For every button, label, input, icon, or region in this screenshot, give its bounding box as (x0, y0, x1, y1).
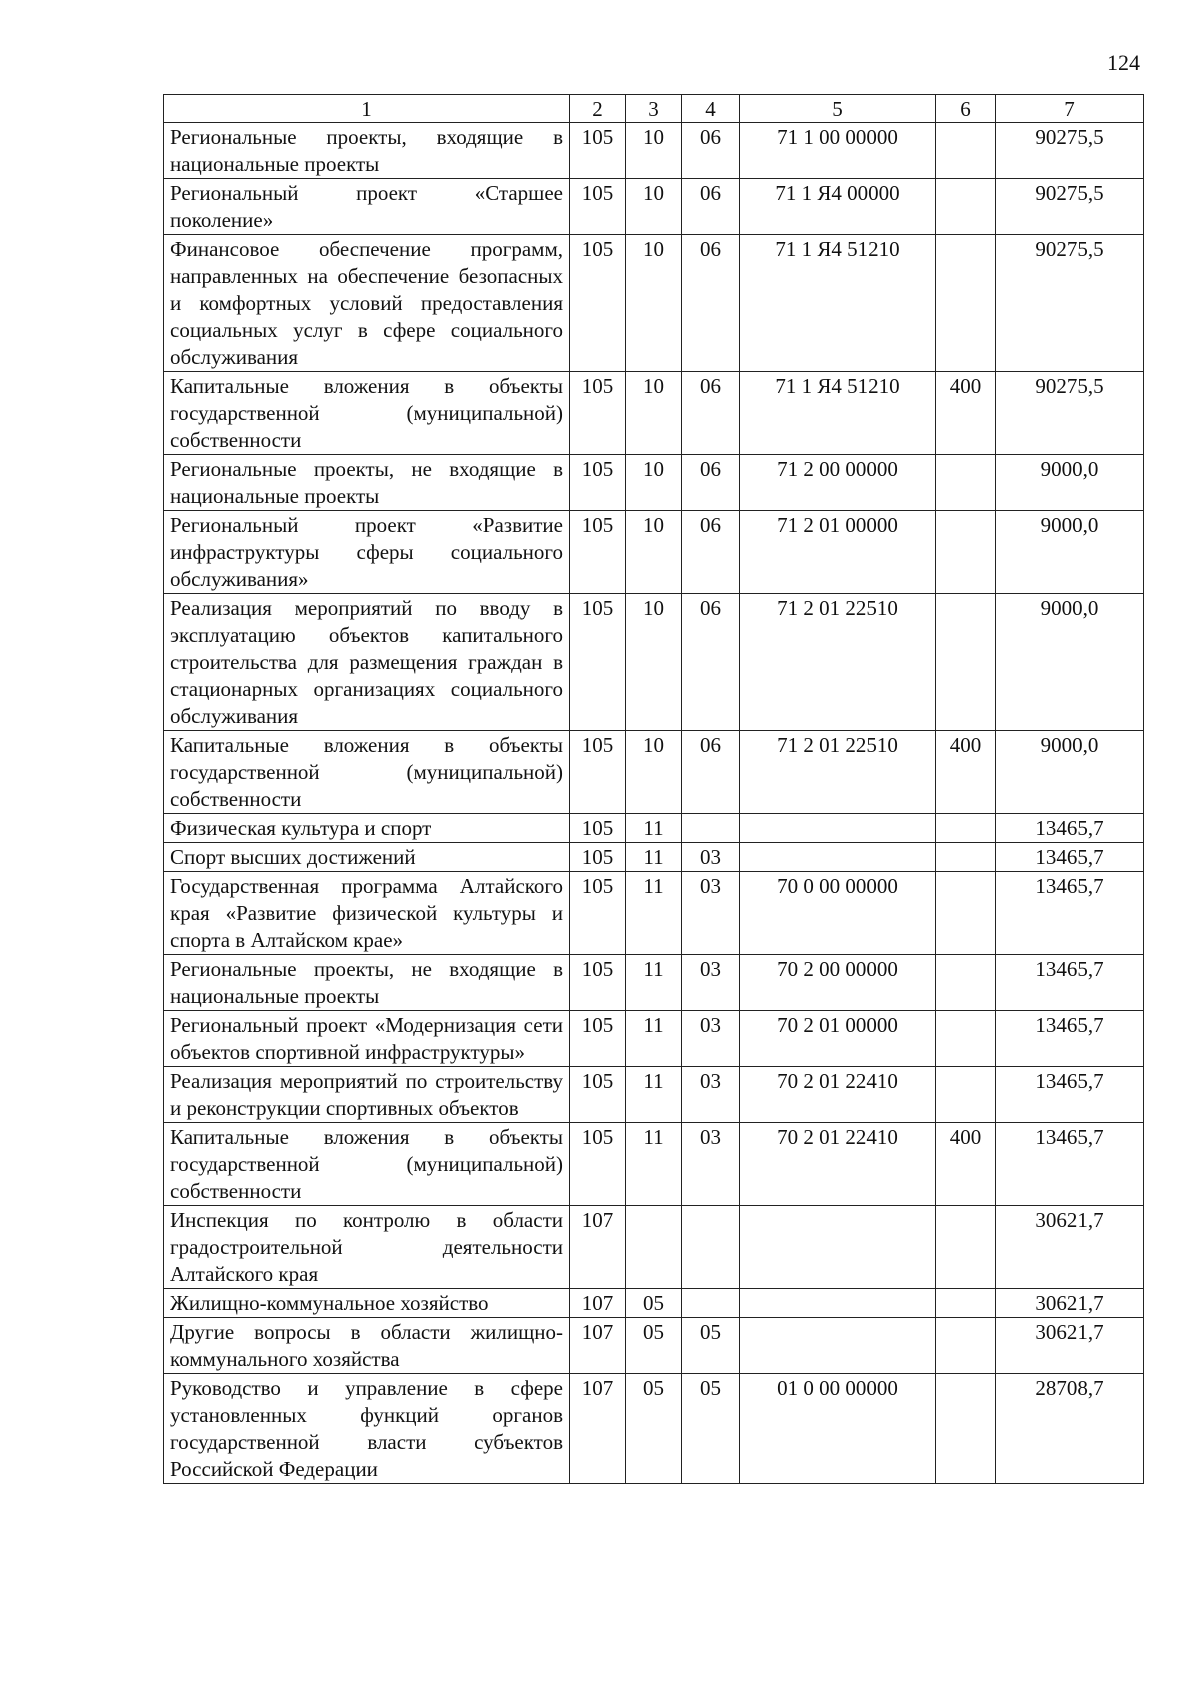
cell-col-4: 03 (682, 1067, 740, 1123)
table-row (164, 1206, 1144, 1289)
cell-col-5 (740, 843, 936, 872)
cell-amount: 9000,0 (996, 594, 1144, 731)
cell-col-5: 71 2 00 00000 (740, 455, 936, 511)
cell-col-3: 05 (626, 1318, 682, 1374)
table-row (164, 872, 1144, 955)
cell-col-4: 06 (682, 511, 740, 594)
cell-col-3: 11 (626, 1011, 682, 1067)
cell-col-5: 71 1 Я4 00000 (740, 179, 936, 235)
row-name: Финансовое обеспечение программ, направленных на обеспечение безопасных и комфортных условий предоставления социальных услуг в сфере социального обслуживания (164, 235, 570, 372)
cell-amount: 13465,7 (996, 843, 1144, 872)
cell-col-3: 10 (626, 123, 682, 179)
cell-col-4: 03 (682, 872, 740, 955)
row-name: Физическая культура и спорт (164, 814, 570, 843)
cell-col-3: 11 (626, 843, 682, 872)
row-name: Капитальные вложения в объекты государственной (муниципальной) собственности (164, 731, 570, 814)
cell-amount: 13465,7 (996, 1011, 1144, 1067)
row-name: Капитальные вложения в объекты государственной (муниципальной) собственности (164, 372, 570, 455)
column-header: 3 (626, 95, 682, 123)
cell-col-4: 03 (682, 1011, 740, 1067)
column-header: 1 (164, 95, 570, 123)
cell-col-6 (936, 1206, 996, 1289)
cell-col-3 (626, 1206, 682, 1289)
cell-col-6: 400 (936, 372, 996, 455)
table-row (164, 1289, 1144, 1318)
cell-col-3: 10 (626, 731, 682, 814)
cell-col-4 (682, 814, 740, 843)
cell-col-5: 71 2 01 22510 (740, 731, 936, 814)
row-name: Спорт высших достижений (164, 843, 570, 872)
row-name: Региональные проекты, входящие в национальные проекты (164, 123, 570, 179)
column-header: 2 (570, 95, 626, 123)
cell-col-5: 70 0 00 00000 (740, 872, 936, 955)
cell-col-2: 105 (570, 843, 626, 872)
cell-amount: 30621,7 (996, 1318, 1144, 1374)
column-header: 5 (740, 95, 936, 123)
column-header: 6 (936, 95, 996, 123)
cell-amount: 30621,7 (996, 1206, 1144, 1289)
cell-col-6: 400 (936, 731, 996, 814)
cell-col-3: 05 (626, 1289, 682, 1318)
cell-col-5: 70 2 00 00000 (740, 955, 936, 1011)
table-row (164, 814, 1144, 843)
cell-col-2: 105 (570, 731, 626, 814)
table-row (164, 1123, 1144, 1206)
cell-col-5: 01 0 00 00000 (740, 1374, 936, 1484)
row-name: Региональные проекты, не входящие в национальные проекты (164, 955, 570, 1011)
table-row (164, 179, 1144, 235)
table-row (164, 455, 1144, 511)
table-row (164, 372, 1144, 455)
cell-col-4: 06 (682, 731, 740, 814)
cell-col-4: 03 (682, 1123, 740, 1206)
table-body (164, 123, 1144, 1484)
cell-col-6 (936, 955, 996, 1011)
cell-col-5: 71 1 Я4 51210 (740, 235, 936, 372)
cell-amount: 13465,7 (996, 1123, 1144, 1206)
cell-col-2: 105 (570, 1067, 626, 1123)
cell-col-5: 71 2 01 00000 (740, 511, 936, 594)
cell-col-2: 105 (570, 179, 626, 235)
cell-col-4: 05 (682, 1318, 740, 1374)
row-name: Капитальные вложения в объекты государственной (муниципальной) собственности (164, 1123, 570, 1206)
table-row (164, 1067, 1144, 1123)
cell-col-4: 03 (682, 843, 740, 872)
column-header: 4 (682, 95, 740, 123)
table-row (164, 843, 1144, 872)
cell-col-2: 105 (570, 814, 626, 843)
row-name: Региональный проект «Старшее поколение» (164, 179, 570, 235)
cell-col-6 (936, 843, 996, 872)
cell-col-5 (740, 1318, 936, 1374)
cell-amount: 13465,7 (996, 1067, 1144, 1123)
cell-col-3: 11 (626, 872, 682, 955)
cell-col-3: 11 (626, 814, 682, 843)
cell-col-5: 70 2 01 22410 (740, 1067, 936, 1123)
budget-table (163, 94, 1144, 1484)
cell-col-2: 105 (570, 955, 626, 1011)
table-row (164, 1374, 1144, 1484)
cell-col-4: 03 (682, 955, 740, 1011)
row-name: Региональный проект «Развитие инфраструктуры сферы социального обслуживания» (164, 511, 570, 594)
cell-col-6 (936, 1289, 996, 1318)
cell-amount: 13465,7 (996, 814, 1144, 843)
cell-col-5: 71 2 01 22510 (740, 594, 936, 731)
row-name: Реализация мероприятий по строительству и реконструкции спортивных объектов (164, 1067, 570, 1123)
cell-col-4: 06 (682, 179, 740, 235)
cell-amount: 28708,7 (996, 1374, 1144, 1484)
cell-col-2: 105 (570, 1123, 626, 1206)
cell-amount: 13465,7 (996, 955, 1144, 1011)
cell-col-6 (936, 872, 996, 955)
table-row (164, 731, 1144, 814)
cell-col-6 (936, 814, 996, 843)
cell-col-2: 107 (570, 1206, 626, 1289)
cell-col-6: 400 (936, 1123, 996, 1206)
cell-col-5: 70 2 01 22410 (740, 1123, 936, 1206)
cell-col-2: 105 (570, 455, 626, 511)
cell-col-6 (936, 455, 996, 511)
cell-col-3: 11 (626, 1067, 682, 1123)
table-row (164, 235, 1144, 372)
cell-col-3: 10 (626, 235, 682, 372)
cell-col-4: 06 (682, 372, 740, 455)
cell-col-2: 105 (570, 594, 626, 731)
cell-col-2: 105 (570, 123, 626, 179)
row-name: Инспекция по контролю в области градостроительной деятельности Алтайского края (164, 1206, 570, 1289)
row-name: Государственная программа Алтайского края «Развитие физической культуры и спорта в Алтайском крае» (164, 872, 570, 955)
header-row (164, 95, 1144, 123)
cell-col-4 (682, 1289, 740, 1318)
cell-amount: 90275,5 (996, 179, 1144, 235)
cell-col-2: 105 (570, 235, 626, 372)
cell-amount: 9000,0 (996, 511, 1144, 594)
cell-col-5 (740, 1206, 936, 1289)
row-name: Региональный проект «Модернизация сети объектов спортивной инфраструктуры» (164, 1011, 570, 1067)
column-header: 7 (996, 95, 1144, 123)
cell-col-2: 105 (570, 511, 626, 594)
cell-col-3: 10 (626, 372, 682, 455)
cell-col-3: 11 (626, 1123, 682, 1206)
cell-col-6 (936, 123, 996, 179)
cell-col-2: 107 (570, 1289, 626, 1318)
cell-amount: 90275,5 (996, 123, 1144, 179)
cell-col-4: 06 (682, 594, 740, 731)
cell-col-2: 107 (570, 1374, 626, 1484)
cell-col-2: 107 (570, 1318, 626, 1374)
cell-col-5: 70 2 01 00000 (740, 1011, 936, 1067)
table-row (164, 511, 1144, 594)
cell-col-3: 11 (626, 955, 682, 1011)
row-name: Региональные проекты, не входящие в национальные проекты (164, 455, 570, 511)
cell-amount: 90275,5 (996, 372, 1144, 455)
cell-col-6 (936, 511, 996, 594)
table-row (164, 1318, 1144, 1374)
cell-col-4: 05 (682, 1374, 740, 1484)
row-name: Реализация мероприятий по вводу в эксплуатацию объектов капитального строительства для размещения граждан в стационарных организациях социального обслуживания (164, 594, 570, 731)
cell-col-6 (936, 235, 996, 372)
table-row (164, 594, 1144, 731)
cell-col-6 (936, 1374, 996, 1484)
cell-col-4: 06 (682, 235, 740, 372)
cell-amount: 9000,0 (996, 455, 1144, 511)
cell-amount: 13465,7 (996, 872, 1144, 955)
cell-col-6 (936, 594, 996, 731)
cell-col-3: 10 (626, 455, 682, 511)
cell-amount: 90275,5 (996, 235, 1144, 372)
cell-col-3: 10 (626, 179, 682, 235)
cell-col-6 (936, 1318, 996, 1374)
table-row (164, 1011, 1144, 1067)
cell-col-2: 105 (570, 372, 626, 455)
cell-col-3: 05 (626, 1374, 682, 1484)
row-name: Жилищно-коммунальное хозяйство (164, 1289, 570, 1318)
table-row (164, 955, 1144, 1011)
cell-col-6 (936, 1067, 996, 1123)
table-row (164, 123, 1144, 179)
page-number: 124 (1107, 50, 1140, 75)
row-name: Другие вопросы в области жилищно-коммунального хозяйства (164, 1318, 570, 1374)
row-name: Руководство и управление в сфере установленных функций органов государственной власти субъектов Российской Федерации (164, 1374, 570, 1484)
cell-col-2: 105 (570, 1011, 626, 1067)
cell-amount: 30621,7 (996, 1289, 1144, 1318)
cell-col-5: 71 1 00 00000 (740, 123, 936, 179)
cell-col-4: 06 (682, 123, 740, 179)
cell-col-5 (740, 1289, 936, 1318)
cell-col-4: 06 (682, 455, 740, 511)
cell-col-5 (740, 814, 936, 843)
cell-amount: 9000,0 (996, 731, 1144, 814)
cell-col-4 (682, 1206, 740, 1289)
cell-col-6 (936, 1011, 996, 1067)
cell-col-2: 105 (570, 872, 626, 955)
cell-col-3: 10 (626, 511, 682, 594)
cell-col-6 (936, 179, 996, 235)
cell-col-5: 71 1 Я4 51210 (740, 372, 936, 455)
cell-col-3: 10 (626, 594, 682, 731)
